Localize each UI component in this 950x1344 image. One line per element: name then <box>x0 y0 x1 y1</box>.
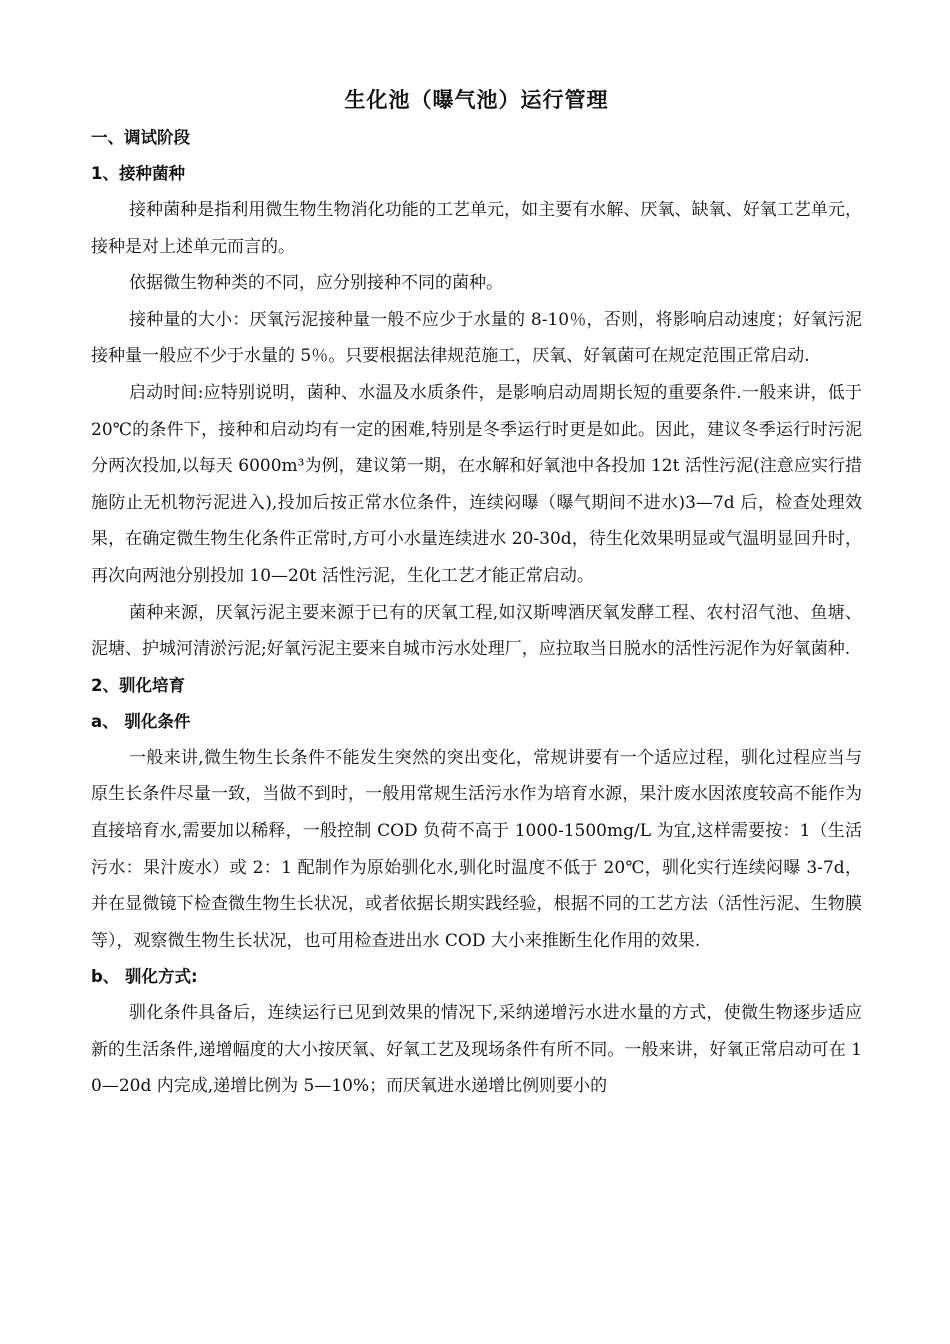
paragraph: 依据微生物种类的不同，应分别接种不同的菌种。 <box>129 273 503 294</box>
section-heading-debugging: 一、调试阶段 <box>91 128 190 147</box>
item-heading-acclimation-conditions: a、 驯化条件 <box>91 711 191 731</box>
item-heading-acclimation-method: b、 驯化方式: <box>91 967 198 987</box>
paragraph: 驯化条件具备后，连续运行已见到效果的情况下,采纳递增污水进水量的方式，使微生物逐步适应新的生活条件,递增幅度的大小按厌氧、好氧工艺及现场条件有所不同。一般来讲，好氧正常启动可在 10—20d 内完成,递增比例为 5—10%；而厌氧进水递增比例则要小的 <box>91 1003 862 1097</box>
paragraph: 启动时间:应特别说明，菌种、水温及水质条件，是影响启动周期长短的重要条件.一般来讲，低于 20℃的条件下，接种和启动均有一定的困难,特别是冬季运行时更是如此。因此，建议冬季运行时污泥分两次投加,以每天 6000m³为例，建议第一期，在水解和好氧池中各投加 12t 活性污泥(注意应实行措施防止无机物污泥进入),投加后按正常水位条件，连续闷曝（曝气期间不进水)3—7d 后，检查处理效果，在确定微生物生化条件正常时,方可小水量连续进水 20-30d，待生化效果明显或气温明显回升时，再次向两池分别投加 10—20t 活性污泥，生化工艺才能正常启动。 <box>91 382 862 586</box>
paragraph: 接种量的大小：厌氧污泥接种量一般不应少于水量的 8-10％，否则，将影响启动速度；好氧污泥接种量一般应不少于水量的 5％。只要根据法律规范施工，厌氧、好氧菌可在规定范围正常启动. <box>91 309 862 367</box>
paragraph: 菌种来源，厌氧污泥主要来源于已有的厌氧工程,如汉斯啤酒厌氧发酵工程、农村沼气池、鱼塘、泥塘、护城河清淤污泥;好氧污泥主要来自城市污水处理厂，应拉取当日脱水的活性污泥作为好氧菌种. <box>91 602 862 660</box>
document-title: 生化池（曝气池）运行管理 <box>344 88 609 112</box>
subsection-heading-acclimation: 2、驯化培育 <box>91 675 185 695</box>
paragraph: 一般来讲,微生物生长条件不能发生突然的突出变化，常规讲要有一个适应过程，驯化过程应当与原生长条件尽量一致，当做不到时，一般用常规生活污水作为培育水源，果汁废水因浓度较高不能作为直接培育水,需要加以稀释，一般控制 COD 负荷不高于 1000-1500mg/L 为宜,这样需要按：1（生活污水：果汁废水）或 2：1 配制作为原始驯化水,驯化时温度不低于 20℃，驯化实行连续闷曝 3-7d，并在显微镜下检查微生物生长状况，或者依据长期实践经验，根据不同的工艺方法（活性污泥、生物膜等），观察微生物生长状况，也可用检查进出水 COD 大小来推断生化作用的效果. <box>91 747 862 951</box>
subsection-heading-inoculation: 1、接种菌种 <box>91 164 185 183</box>
paragraph: 接种菌种是指利用微生物生物消化功能的工艺单元，如主要有水解、厌氧、缺氧、好氧工艺单元，接种是对上述单元而言的。 <box>91 200 862 257</box>
